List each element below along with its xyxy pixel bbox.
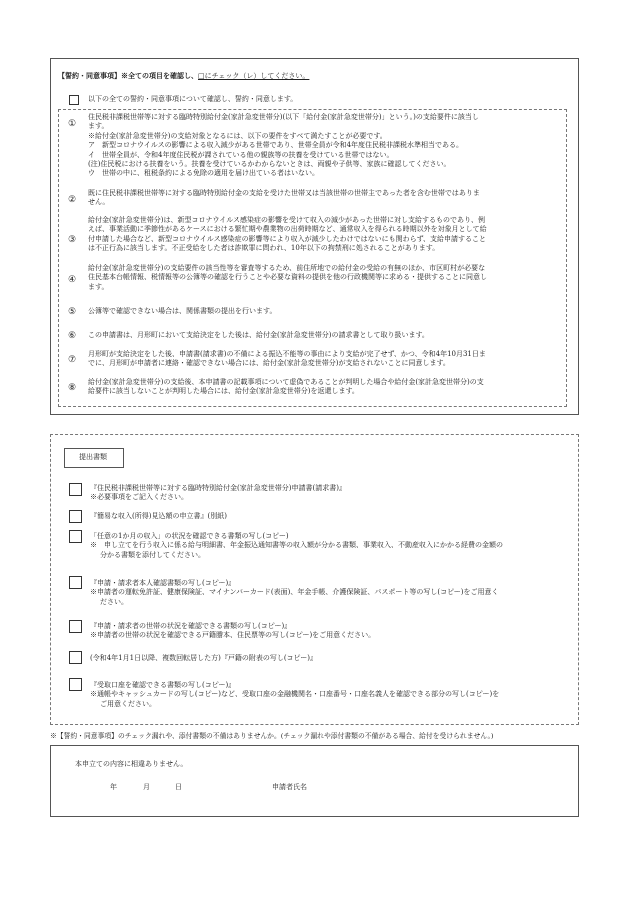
pledge-item-8-number: ⑧	[68, 383, 77, 393]
doc-5-checkbox[interactable]	[69, 620, 82, 633]
pledge-item-7-number: ⑦	[68, 355, 77, 365]
notice-text: ※【誓約・同意事項】のチェック漏れや、添付書類の不備はありませんか。(チェック漏れや添付書類の不備がある場合、給付を受けられません。)	[50, 732, 494, 740]
pledge-header: 【誓約・同意事項】※全ての項目を確認し、□にチェック（レ）してください。	[58, 71, 310, 80]
pledge-item-2-number: ②	[68, 195, 77, 205]
doc-5-text: 『申請・請求者の世帯の状況を確認できる書類の写し(コピー)』 ※申請者の世帯の状況を確認できる戸籍謄本、住民票等の写し(コピー)をご用意ください。	[90, 622, 376, 640]
agree-all-checkbox[interactable]	[69, 95, 79, 105]
doc-1-text: 『住民税非課税世帯等に対する臨時特別給付金(家計急変世帯分)申請書(請求書)』 ※必要事項をご記入ください。	[90, 484, 346, 502]
confirmation-section	[50, 745, 579, 817]
agree-all-label: 以下の全ての誓約・同意事項について確認し、誓約・同意します。	[88, 95, 298, 103]
date-day-label: 日	[175, 783, 182, 791]
pledge-item-2-text: 既に住民税非課税世帯等に対する臨時特別給付金の支給を受けた世帯又は当該世帯の世帯主であった者を含む世帯ではありま せん。	[88, 189, 480, 207]
pledge-item-3-number: ③	[68, 235, 77, 245]
doc-2-checkbox[interactable]	[69, 510, 82, 523]
date-year-label: 年	[110, 783, 117, 791]
date-month-label: 月	[143, 783, 150, 791]
pledge-item-6-number: ⑥	[68, 331, 77, 341]
applicant-name-label: 申請者氏名	[272, 783, 307, 791]
doc-3-checkbox[interactable]	[69, 530, 82, 543]
pledge-item-8-text: 給付金(家計急変世帯分)の支給後、本申請書の記載事項について虚偽であることが判明した場合や給付金(家計急変世帯分)の支 給要件に該当しないことが判明した場合には、給付金(家計急変世帯分)を返還します。	[88, 378, 484, 396]
pledge-header-instruction: □にチェック（レ）してください。	[198, 72, 310, 80]
doc-2-text: 『簡易な収入(所得)見込額の申立書』(別紙)	[90, 512, 227, 520]
doc-1-checkbox[interactable]	[69, 483, 82, 496]
doc-6-text: (令和4年1月1日以降、複数回転居した方)『戸籍の附表の写し(コピー)』	[90, 654, 318, 662]
pledge-item-4-text: 給付金(家計急変世帯分)の支給要件の該当性等を審査等するため、前住所地での給付金の受給の有無のほか、市区町村が必要な 住民基本台帳情報、税情報等の公簿等の確認を行うことや必要な資料の提供を他の行政機関等に求める・提供することに同意し ます。	[88, 264, 487, 291]
pledge-item-7-text: 月形町が支給決定をした後、申請書(請求書)の不備による振込不能等の事由により支給が完了せず、かつ、令和4年10月31日ま でに、月形町が申請者に連絡・確認できない場合には、給付金(家計急変世帯分)が支給されないことに同意します。	[88, 350, 486, 368]
doc-7-checkbox[interactable]	[69, 678, 82, 691]
pledge-item-1-text: 住民税非課税世帯等に対する臨時特別給付金(家計急変世帯分)(以下「給付金(家計急変世帯分)」という。)の支給要件に該当し ます。 ※給付金(家計急変世帯分)の支給対象となるには、以下の要件をすべて満たすことが必要です。 ア 新型コロナウイルスの影響による収入減少がある世帯であり、世帯全員が令和4年度住民税非課税水準相当である。 イ 世帯全員が、令和4年度住民税が課されている他の親族等の扶養を受けている世帯ではない。 (注)住民税における扶養をいう。扶養を受けているかわからないときは、両親や子供等、家族に確認してください。 ウ 世帯の中に、租税条約による免除の適用を届け出ている者はいない。	[88, 113, 479, 178]
doc-7-text: 『受取口座を確認できる書類の写し(コピー)』 ※通帳やキャッシュカードの写し(コピー)など、受取口座の金融機関名・口座番号・口座名義人を確認できる部分の写し(コピー)を ご用意ください。	[90, 681, 500, 708]
doc-4-checkbox[interactable]	[69, 576, 82, 589]
pledge-item-1-number: ①	[68, 119, 77, 129]
documents-title: 提出書類	[79, 453, 107, 461]
doc-3-text: 「任意の1か月の収入」の状況を確認できる書類の写し(コピー) ※ 申し立てを行う収入に係る給与明細書、年金振込通知書等の収入額が分かる書類、事業収入、不動産収入にかかる経費の金額の 分かる書類を添付してください。	[90, 532, 503, 559]
pledge-item-4-number: ④	[68, 275, 77, 285]
doc-6-checkbox[interactable]	[69, 651, 82, 664]
doc-4-text: 『申請・請求者本人確認書類の写し(コピー)』 ※申請者の運転免許証、健康保険証、マイナンバーカード(表面)、年金手帳、介護保険証、パスポート等の写し(コピー)をご用意く ださい。	[90, 579, 499, 606]
pledge-item-5-number: ⑤	[68, 307, 77, 317]
pledge-item-3-text: 給付金(家計急変世帯分)は、新型コロナウイルス感染症の影響を受けて収入の減少があった世帯に対し支給するものであり、例 えば、事業活動に季節性があるケースにおける繁忙期や農業物の出荷時期など、通常収入を得られる時期以外を対象月として給 付申請した場合など、新型コロナウイルス感染症の影響等により収入が減少したわけではないにも関わらず、支給申請すること は不正行為に該当します。不正受給をした者は詐欺罪に問われ、10年以下の拘禁刑に処されることがあります。	[88, 216, 487, 253]
pledge-item-5-text: 公簿等で確認できない場合は、関係書類の提出を行います。	[88, 307, 277, 315]
confirmation-statement: 本申立ての内容に相違ありません。	[75, 760, 188, 768]
pledge-item-6-text: この申請書は、月形町において支給決定をした後は、給付金(家計急変世帯分)の請求書として取り扱います。	[88, 331, 429, 339]
